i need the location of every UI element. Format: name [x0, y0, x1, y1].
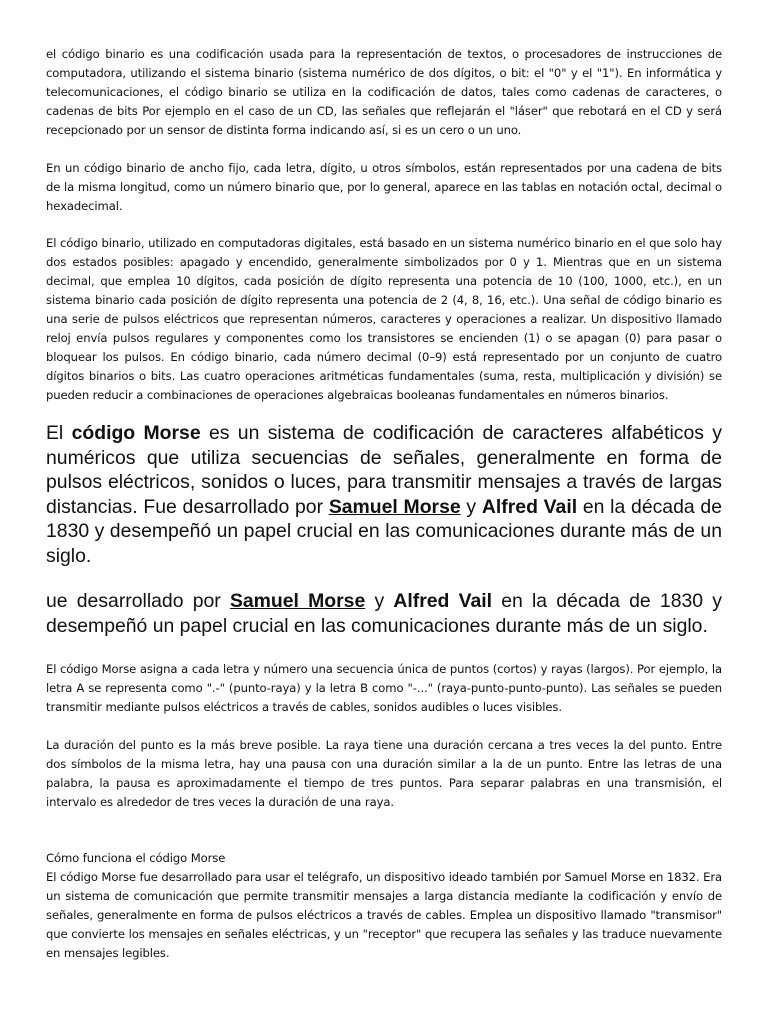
text-run: en la década de 1830 y desempeñó un papel crucial en las comunicaciones durante más de un siglo. [46, 590, 722, 637]
text-run: es un sistema de codificación de caracteres alfabéticos y numéricos que utiliza secuencias de señales, generalmente en forma de pulsos eléctricos, sonidos o luces, para transmitir mensajes a través de largas distancias. Fue desarrollado por [46, 422, 722, 518]
paragraph-binary-computers: El código binario, utilizado en computadoras digitales, está basado en un sistema numérico binario en el que solo hay dos estados posibles: apagado y encendido, generalmente simbolizados por 0 y 1. Mientras que en un sistema decimal, que emplea 10 dígitos, cada posición de dígito representa una potencia de 10 (100, 1000, etc.), en un sistema binario cada posición de dígito representa una potencia de 2 (4, 8, 16, etc.). Una señal de código binario es una serie de pulsos eléctricos que representan números, caracteres y operaciones a realizar. Un dispositivo llamado reloj envía pulsos regulares y componentes como los transistores se encienden (1) o se apagan (0) para pasar o bloquear los pulsos. En código binario, cada número decimal (0–9) está representado por un conjunto de cuatro dígitos binarios o bits. Las cuatro operaciones aritméticas fundamentales (suma, resta, multiplicación y división) se pueden reducir a combinaciones de operaciones algebraicas booleanas fundamentales en números binarios. [46, 236, 722, 402]
bold-term-alfred-vail: Alfred Vail [393, 590, 493, 612]
link-samuel-morse[interactable]: Samuel Morse [328, 495, 461, 518]
text-run: y [365, 590, 394, 612]
bold-term-morse: código Morse [71, 422, 201, 444]
text-run: en la década de 1830 y desempeñó un papel crucial en las comunicaciones durante más de un siglo. [46, 495, 722, 567]
section-heading: Cómo funciona el código Morse [46, 851, 226, 865]
paragraph-morse-telegraph: El código Morse fue desarrollado para usar el telégrafo, un dispositivo ideado también por Samuel Morse en 1832. Era un sistema de comunicación que permite transmitir mensajes a larga distancia mediante la codificación y envío de señales, generalmente en forma de pulsos eléctricos a través de cables. Emplea un dispositivo llamado "transmisor" que convierte los mensajes en señales eléctricas, y un "receptor" que recupera las señales y las traduce nuevamente en mensajes legibles. [46, 870, 722, 960]
text-run: y [460, 495, 482, 518]
paragraph-fixed-width: En un código binario de ancho fijo, cada letra, dígito, u otros símbolos, están representados por una cadena de bits de la misma longitud, como un número binario que, por lo general, aparece en las tablas en notación octal, decimal o hexadecimal. [46, 161, 722, 213]
paragraph-morse-sequences: El código Morse asigna a cada letra y número una secuencia única de puntos (cortos) y rayas (largos). Por ejemplo, la letra A se representa como ".-" (punto-raya) y la letra B como "-..." (raya-punto-punto-punto). Las señales se pueden transmitir mediante pulsos eléctricos a través de cables, sonidos audibles o luces visibles. [46, 662, 722, 714]
paragraph-binary-intro: el código binario es una codificación usada para la representación de textos, o procesadores de instrucciones de computadora, utilizando el sistema binario (sistema numérico de dos dígitos, o bit: el "0" y el "1"). En informática y telecomunicaciones, el código binario se utiliza en la codificación de datos, tales como cadenas de caracteres, o cadenas de bits Por ejemplo en el caso de un CD, las señales que reflejarán el "láser" que rebotará en el CD y será recepcionado por un sensor de distinta forma indicando así, si es un cero o un uno. [46, 47, 722, 137]
paragraph-morse-intro [46, 421, 722, 568]
text-run: ue desarrollado por [46, 590, 230, 612]
bold-term-alfred-vail: Alfred Vail [481, 495, 578, 518]
text-run: El [46, 422, 72, 444]
paragraph-morse-repeat [46, 589, 722, 638]
paragraph-morse-timing: La duración del punto es la más breve posible. La raya tiene una duración cercana a tres veces la del punto. Entre dos símbolos de la misma letra, hay una pausa con una duración similar a la de un punto. Entre las letras de una palabra, la pausa es aproximadamente el tiempo de tres puntos. Para separar palabras en una transmisión, el intervalo es alrededor de tres veces la duración de una raya. [46, 738, 722, 809]
link-samuel-morse[interactable]: Samuel Morse [229, 590, 366, 612]
